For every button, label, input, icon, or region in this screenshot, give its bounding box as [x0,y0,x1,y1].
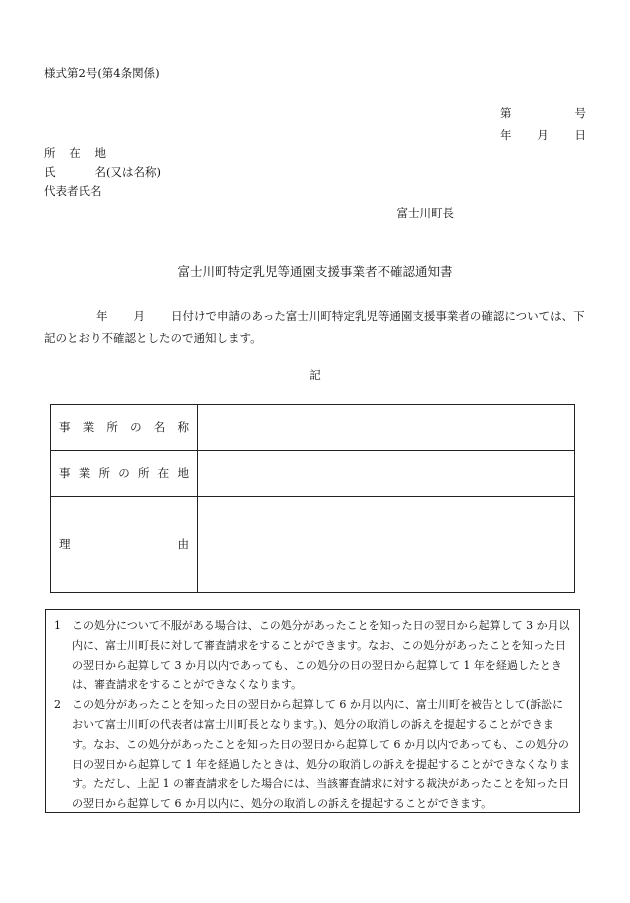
doc-number-suffix: 号 [574,106,586,120]
representative-label: 代表者氏名 [44,184,102,198]
facility-name-value [198,405,575,451]
ki-heading: 記 [309,368,321,382]
note-number: 2 [54,698,61,712]
note-item [54,695,571,814]
details-table [50,404,575,593]
body-paragraph [44,305,589,349]
facility-name-label: 事 業 所 の 名 称 [51,405,198,451]
date-month: 月 [537,128,549,142]
note-item [54,616,571,695]
name-label: 氏 名 [44,165,106,179]
form-number: 様式第2号(第4条関係) [44,66,160,80]
date-line [500,130,586,142]
reason-label: 理 由 [51,497,198,593]
document-title: 富士川町特定乳児等通園支援事業者不確認通知書 [177,264,453,279]
body-month: 月 [133,309,145,323]
facility-address-label: 事 業 所 の 所 在 地 [51,451,198,497]
table-row [51,405,575,451]
issuer-name: 富士川町長 [396,206,454,220]
note-number: 1 [54,619,61,632]
date-year: 年 [500,128,512,142]
note-text: この処分について不服がある場合は、この処分があったことを知った日の翌日から起算して 3 か月以内に、富士川町長に対して審査請求をすることができます。なお、この処分があったことを知った日の翌日から起算して 3 か月以内であっても、この処分の日の翌日から起算して 1 年を経過したときは、審査請求をすることができなくなります。 [72,619,570,692]
document-number-line [500,108,586,120]
date-day: 日 [574,128,586,142]
table-row [51,451,575,497]
address-label: 所 在 地 [44,146,106,160]
note-text: この処分があったことを知った日の翌日から起算して 6 か月以内に、富士川町を被告として(訴訟において富士川町の代表者は富士川町長となります。)、処分の取消しの訴えを提起することができます。なお、この処分があったことを知った日の翌日から起算して 6 か月以内であっても、この処分の日の翌日から起算して 1 年を経過したときは、処分の取消しの訴えを提起することができなくなります。ただし、上記 1 の審査請求をした場合には、当該審査請求に対する裁決があったことを知った日の翌日から起算して 6 か月以内に、処分の取消しの訴えを提起することができます。 [72,698,570,811]
representative-line [44,186,161,205]
body-text: 日付けで申請のあった富士川町特定乳児等通園支援事業者の確認については、下記のとおり不確認としたので通知します。 [44,309,585,345]
appeal-notes-box [45,609,580,813]
reason-value [198,497,575,593]
table-row [51,497,575,593]
body-year: 年 [96,309,108,323]
name-note: (又は名称) [106,165,161,179]
facility-address-value [198,451,575,497]
doc-number-prefix: 第 [500,106,512,120]
recipient-block [44,148,161,205]
